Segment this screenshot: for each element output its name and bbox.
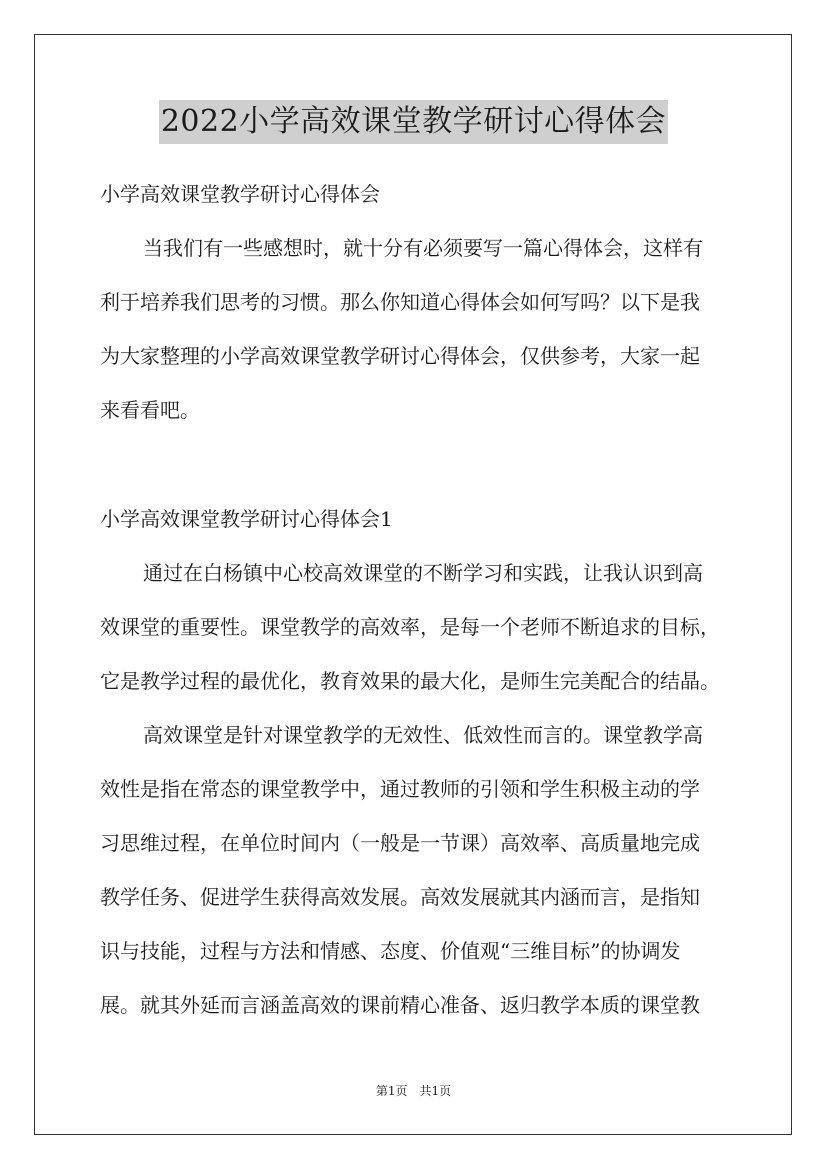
paragraph2-line: 展。就其外延而言涵盖高效的课前精心准备、返归教学本质的课堂教 (100, 993, 700, 1017)
paragraph2-line: 高效课堂是针对课堂教学的无效性、低效性而言的。课堂教学高 (143, 723, 703, 747)
document-subtitle: 小学高效课堂教学研讨心得体会 (100, 182, 380, 206)
paragraph1-line: 通过在白杨镇中心校高效课堂的不断学习和实践，让我认识到高 (143, 561, 703, 585)
intro-line: 当我们有一些感想时，就十分有必须要写一篇心得体会，这样有 (143, 236, 703, 260)
paragraph2-line: 习思维过程，在单位时间内（一般是一节课）高效率、高质量地完成 (100, 831, 700, 855)
title-container (0, 100, 827, 144)
paragraph2-line: 教学任务、促进学生获得高效发展。高效发展就其内涵而言，是指知 (100, 885, 700, 909)
intro-line: 为大家整理的小学高效课堂教学研讨心得体会，仅供参考，大家一起 (100, 344, 700, 368)
intro-line: 利于培养我们思考的习惯。那么你知道心得体会如何写吗？以下是我 (100, 290, 700, 314)
intro-line: 来看看吧。 (100, 398, 200, 422)
paragraph2-line: 效性是指在常态的课堂教学中，通过教师的引领和学生积极主动的学 (100, 777, 700, 801)
page-footer: 第1页 共1页 (375, 1084, 452, 1098)
paragraph1-line: 它是教学过程的最优化，教育效果的最大化，是师生完美配合的结晶。 (100, 669, 720, 693)
document-title: 2022小学高效课堂教学研讨心得体会 (159, 100, 668, 144)
paragraph2-line: 识与技能，过程与方法和情感、态度、价值观“三维目标”的协调发 (100, 939, 681, 963)
paragraph1-line: 效课堂的重要性。课堂教学的高效率，是每一个老师不断追求的目标， (100, 615, 720, 639)
section-heading: 小学高效课堂教学研讨心得体会1 (100, 507, 393, 531)
